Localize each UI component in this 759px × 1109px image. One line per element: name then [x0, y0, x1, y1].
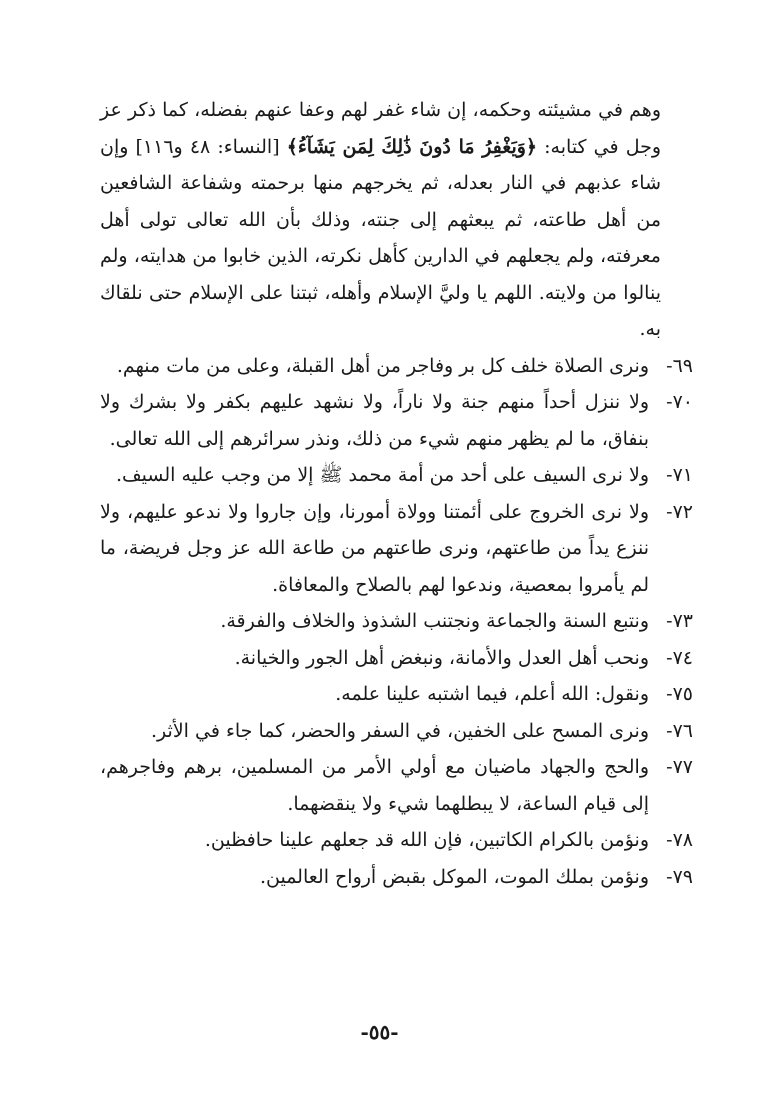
item-text: ولا نرى السيف على أحد من أمة محمد ﷺ إلا من وجب عليه السيف. [115, 464, 649, 486]
list-item [100, 494, 693, 604]
list-item [100, 859, 693, 896]
item-number: ٧٤- [666, 646, 693, 669]
list-item [100, 348, 693, 385]
item-text: والحج والجهاد ماضيان مع أولي الأمر من المسلمين، برهم وفاجرهم، إلى قيام الساعة، لا يبطلهما شيء ولا ينقضهما. [100, 756, 649, 815]
item-number: ٦٩- [666, 354, 693, 377]
item-text: ونرى الصلاة خلف كل بر وفاجر من أهل القبلة، وعلى من مات منهم. [116, 354, 649, 377]
intro-text-part1: وهم في مشيئته وحكمه، إن شاء غفر لهم وعفا عنهم بفضله، كما ذكر عز وجل في كتابه: [100, 99, 662, 158]
item-number: ٧٧- [666, 756, 693, 778]
list-item [100, 713, 693, 750]
item-number: ٧٠- [666, 391, 693, 413]
item-text: ونؤمن بالكرام الكاتبين، فإن الله قد جعلهم علينا حافظين. [204, 829, 649, 851]
page-body [100, 92, 693, 1042]
item-number: ٧٥- [666, 683, 693, 705]
list-item [100, 749, 693, 822]
item-number: ٧٨- [666, 829, 693, 851]
item-text: ونرى المسح على الخفين، في السفر والحضر، كما جاء في الأثر. [151, 719, 649, 742]
intro-paragraph [100, 92, 693, 348]
item-number: ٧٣- [666, 610, 693, 632]
item-text: ولا ننزل أحداً منهم جنة ولا ناراً، ولا نشهد عليهم بكفر ولا بشرك ولا بنفاق، ما لم يظهر منهم شيء من ذلك، ونذر سرائرهم إلى الله تعالى. [100, 391, 649, 450]
item-number: ٧٦- [666, 719, 693, 742]
list-item [100, 457, 693, 494]
item-text: ونحب أهل العدل والأمانة، ونبغض أهل الجور والخيانة. [234, 646, 649, 669]
list-item [100, 640, 693, 677]
item-text: ونتبع السنة والجماعة ونجتنب الشذوذ والخلاف والفرقة. [220, 610, 649, 632]
item-text: ولا نرى الخروج على أئمتنا وولاة أمورنا، وإن جاروا ولا ندعو عليهم، ولا ننزع يداً من طاعتهم، ونرى طاعتهم من طاعة الله عز وجل فريضة، ما لم يأمروا بمعصية، وندعوا لهم بالصلاح والمعافاة. [100, 500, 649, 596]
item-number: ٧٩- [666, 865, 693, 888]
item-number: ٧٢- [666, 500, 693, 523]
intro-text-part2: [النساء: ٤٨ و١١٦] وإن شاء عذبهم في النار بعدله، ثم يخرجهم منها برحمته وشفاعة الشافعين من أهل طاعته، ثم يبعثهم إلى جنته، وذلك بأن الله تعالى تولى أهل معرفته، ولم يجعلهم في الدارين كأهل نكرته، الذين خابوا من هدايته، ولم ينالوا من ولايته. اللهم يا وليَّ الإسلام وأهله، ثبتنا على الإسلام حتى نلقاك به. [100, 135, 661, 340]
list-item [100, 822, 693, 859]
page-number: -٥٥- [360, 1020, 399, 1044]
list-item [100, 676, 693, 713]
item-text: ونؤمن بملك الموت، الموكل بقبض أرواح العالمين. [259, 865, 649, 888]
list-item [100, 384, 693, 457]
item-number: ٧١- [666, 464, 693, 486]
item-text: ونقول: الله أعلم، فيما اشتبه علينا علمه. [335, 683, 649, 705]
list-item [100, 603, 693, 640]
quran-verse: ﴿وَيَغْفِرُ مَا دُونَ ذَٰلِكَ لِمَن يَشَآءُ﴾ [286, 135, 538, 158]
